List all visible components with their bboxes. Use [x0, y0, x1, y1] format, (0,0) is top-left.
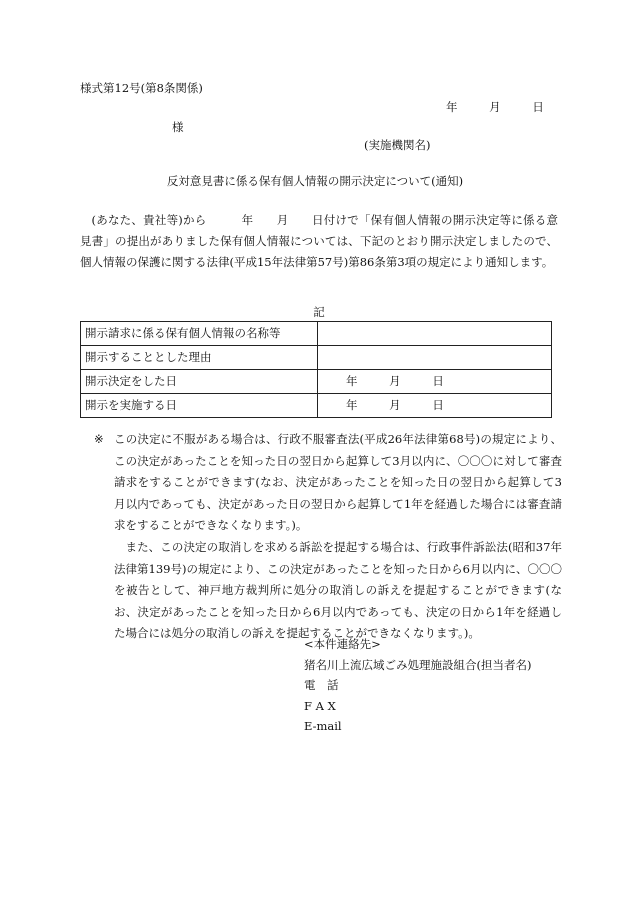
agency-name: (実施機関名)	[364, 138, 431, 152]
implementation-date-cell	[318, 394, 552, 418]
contact-heading: <本件連絡先>	[304, 637, 381, 651]
body-paragraph: (あなた、貴社等)から 年 月 日付けで「保有個人情報の開示決定等に係る意見書」の提出がありました保有個人情報については、下記のとおり開示決定しましたので、個人情報の保護に関する法律(平成15年法律第57号)第86条第3項の規定により通知します。	[80, 213, 558, 270]
row-label: 開示を実施する日	[81, 394, 318, 418]
document-title: 反対意見書に係る保有個人情報の開示決定について(通知)	[166, 174, 464, 188]
disclosure-info-table	[80, 321, 552, 418]
issue-date	[446, 99, 544, 117]
date-day: 日	[432, 373, 444, 388]
table-row	[81, 346, 552, 370]
issue-date-day: 日	[532, 100, 544, 114]
table-row	[81, 322, 552, 346]
ki-heading: 記	[313, 305, 325, 319]
table-row	[81, 370, 552, 394]
note-paragraph-lawsuit: また、この決定の取消しを求める訴訟を提起する場合は、行政事件訴訟法(昭和37年法律第139号)の規定により、この決定があったことを知った日から6月以内に、〇〇〇を被告として、神戸地方裁判所に処分の取消しの訴えを提起することができます(なお、決定があったことを知った日から6月以内であっても、決定の日から1年を経過した場合には処分の取消しの訴えを提起することができなくなります。)。	[114, 539, 562, 641]
row-label: 開示決定をした日	[81, 370, 318, 394]
date-year: 年	[346, 373, 358, 388]
date-day: 日	[432, 397, 444, 412]
table-row	[81, 394, 552, 418]
form-number: 様式第12号(第8条関係)	[80, 81, 203, 95]
contact-email: E-mail	[304, 719, 342, 733]
issue-date-month: 月	[489, 100, 501, 114]
issue-date-year: 年	[446, 100, 458, 114]
date-month: 月	[389, 373, 401, 388]
contact-phone: 電 話	[304, 678, 339, 692]
row-label: 開示請求に係る保有個人情報の名称等	[81, 322, 318, 346]
row-label: 開示することとした理由	[81, 346, 318, 370]
decision-date-cell	[318, 370, 552, 394]
date-year: 年	[346, 397, 358, 412]
row-value	[318, 322, 552, 346]
note-paragraph-appeal: この決定に不服がある場合は、行政不服審査法(平成26年法律第68号)の規定により、この決定があったことを知った日の翌日から起算して3月以内に、〇〇〇に対して審査請求をすることができます(なお、決定があったことを知った日の翌日から起算して3月以内であっても、決定があった日の翌日から起算して1年を経過した場合には審査請求をすることができなくなります。)。	[114, 432, 562, 533]
addressee: 様	[172, 120, 184, 134]
contact-fax: F A X	[304, 698, 336, 713]
note-mark: ※	[94, 432, 104, 446]
date-month: 月	[389, 397, 401, 412]
row-value	[318, 346, 552, 370]
appeal-note	[94, 429, 562, 645]
contact-organization: 猪名川上流広域ごみ処理施設組合(担当者名)	[304, 657, 532, 672]
contact-block	[304, 634, 531, 737]
